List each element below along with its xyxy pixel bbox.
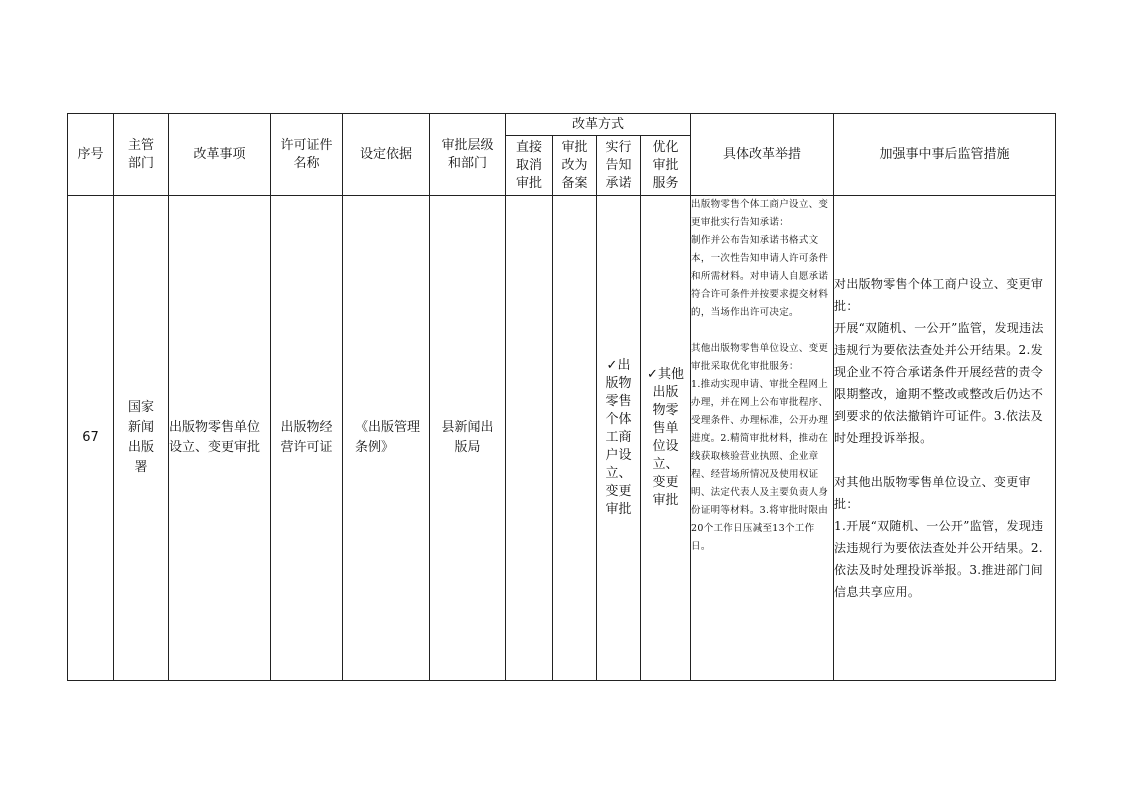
header-reform-optimize: 优化审批服务 <box>641 136 691 196</box>
cell-basis: 《出版管理条例》 <box>343 196 430 681</box>
cell-reform-optimize <box>641 196 691 681</box>
cell-measures <box>691 196 834 681</box>
cell-seq: 67 <box>68 196 114 681</box>
cell-reform-cancel <box>506 196 553 681</box>
header-dept: 主管部门 <box>114 114 169 196</box>
supervision-p2-title: 对其他出版物零售单位设立、变更审批： <box>834 475 1031 511</box>
measures-p1-title: 出版物零售个体工商户设立、变更审批实行告知承诺： <box>691 199 829 228</box>
header-reform-cancel: 直接取消审批 <box>506 136 553 196</box>
cell-license: 出版物经营许可证 <box>271 196 343 681</box>
header-measures: 具体改革举措 <box>691 114 834 196</box>
header-reform-promise: 实行告知承诺 <box>597 136 641 196</box>
supervision-p2-body: 1.开展“双随机、一公开”监管，发现违法违规行为要依法查处并公开结果。2.依法及时处理投诉举报。3.推进部门间信息共享应用。 <box>834 519 1044 599</box>
cell-dept: 国家新闻出版署 <box>114 196 169 681</box>
header-basis: 设定依据 <box>343 114 430 196</box>
reform-table <box>67 113 1056 681</box>
cell-reform-record <box>553 196 597 681</box>
cell-reform-promise <box>597 196 641 681</box>
cell-supervision <box>834 196 1056 681</box>
check-mark-optimize: ✓其他出版物零售单位设立、变更审批 <box>647 367 684 508</box>
check-mark-promise: ✓出版物零售个体工商户设立、变更审批 <box>605 358 632 517</box>
measures-p1-body: 制作并公布告知承诺书格式文本，一次性告知申请人许可条件和所需材料。对申请人自愿承诺符合许可条件并按要求提交材料的，当场作出许可决定。 <box>691 235 829 318</box>
table-row <box>68 196 1056 681</box>
cell-approval: 县新闻出版局 <box>430 196 506 681</box>
measures-p2-body: 1.推动实现申请、审批全程网上办理，并在网上公布审批程序、受理条件、办理标准，公开办理进度。2.精简审批材料，推动在线获取核验营业执照、企业章程、经营场所情况及使用权证明、法定代表人及主要负责人身份证明等材料。3.将审批时限由20个工作日压减至13个工作日。 <box>691 379 829 552</box>
header-supervision: 加强事中事后监管措施 <box>834 114 1056 196</box>
measures-p2-title: 其他出版物零售单位设立、变更审批采取优化审批服务： <box>691 343 829 372</box>
header-row-1 <box>68 114 1056 136</box>
header-reform-group: 改革方式 <box>506 114 691 136</box>
header-item: 改革事项 <box>169 114 271 196</box>
header-approval: 审批层级和部门 <box>430 114 506 196</box>
header-seq: 序号 <box>68 114 114 196</box>
header-reform-record: 审批改为备案 <box>553 136 597 196</box>
header-license: 许可证件名称 <box>271 114 343 196</box>
cell-item: 出版物零售单位设立、变更审批 <box>169 196 271 681</box>
supervision-p1-title: 对出版物零售个体工商户设立、变更审批： <box>834 277 1044 313</box>
supervision-p1-body: 开展“双随机、一公开”监管，发现违法违规行为要依法查处并公开结果。2.发现企业不符合承诺条件开展经营的责令限期整改，逾期不整改或整改后仍达不到要求的依法撤销许可证件。3.依法及时处理投诉举报。 <box>834 321 1044 445</box>
